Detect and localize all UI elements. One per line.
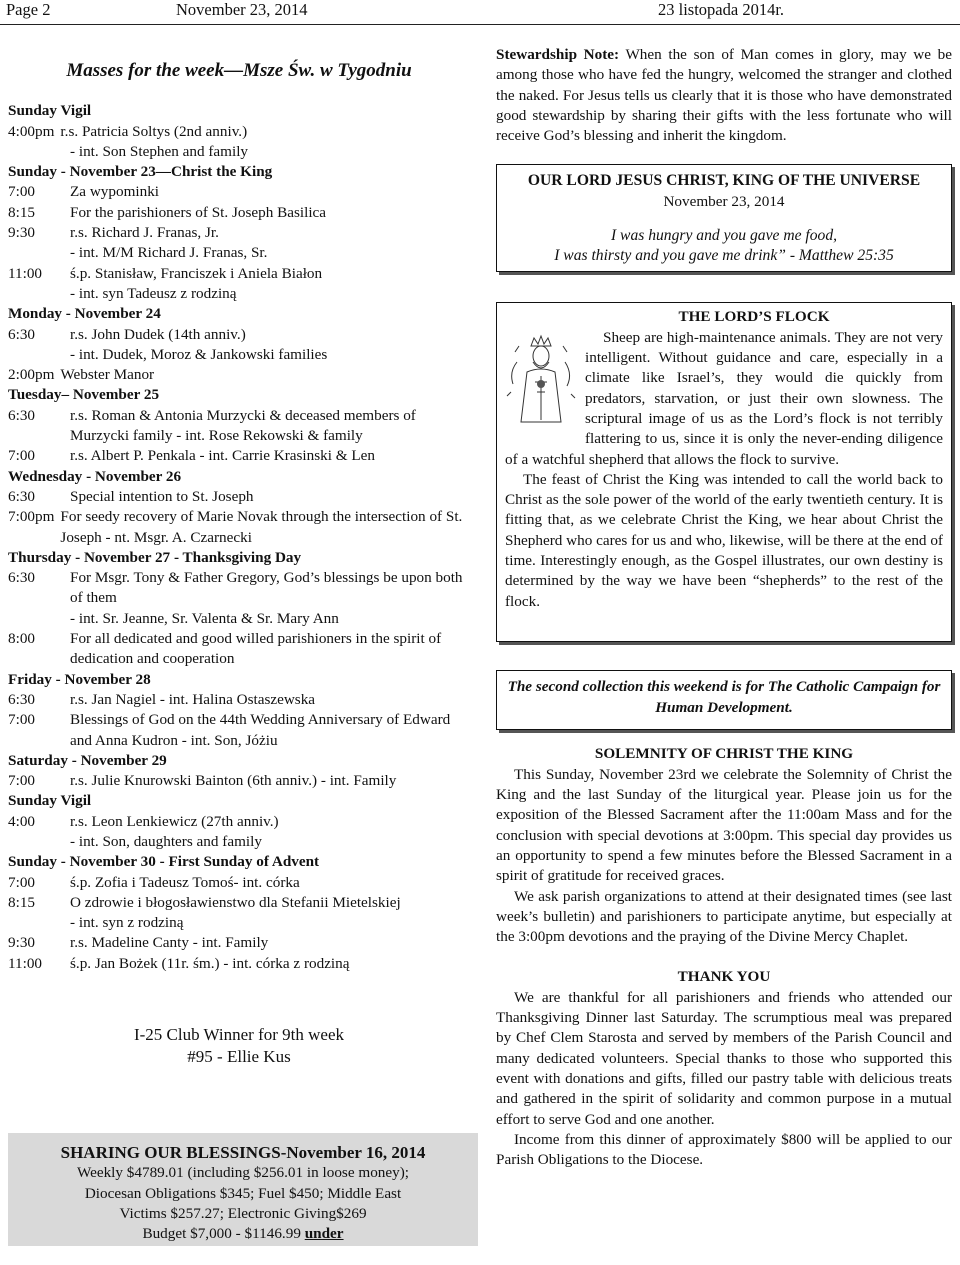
right-column (496, 45, 952, 1170)
date-english: November 23, 2014 (176, 0, 308, 19)
date-polish: 23 listopada 2014r. (658, 0, 785, 19)
mass-day-heading: Sunday Vigil (8, 792, 92, 810)
mass-entry (8, 325, 470, 345)
mass-time: 4:00 (8, 812, 36, 830)
club-winner-number: #95 - Ellie Kus (187, 1047, 291, 1067)
mass-time: 6:30 (8, 325, 36, 343)
mass-time (8, 243, 70, 263)
mass-entry (8, 690, 470, 710)
mass-entry (8, 832, 470, 852)
mass-intention: - int. Dudek, Moroz & Jankowski families (70, 345, 328, 363)
mass-entry (8, 345, 470, 365)
mass-entry (8, 243, 470, 263)
mass-intention: Special intention to St. Joseph (70, 487, 254, 505)
solemnity-title: SOLEMNITY OF CHRIST THE KING (594, 745, 854, 763)
mass-entry (8, 568, 470, 609)
mass-intention: ś.p. Zofia i Tadeusz Tomoś- int. córka (70, 873, 300, 891)
mass-entry (8, 284, 470, 304)
mass-day-heading: Sunday - November 30 - First Sunday of Advent (8, 853, 320, 871)
mass-time (8, 142, 70, 162)
mass-entry (8, 933, 470, 953)
mass-entry (8, 122, 470, 142)
mass-intention: Webster Manor (60, 366, 155, 384)
mass-intention: Za wypominki (70, 183, 160, 201)
mass-intention: - int. syn z rodziną (70, 914, 184, 932)
masses-title: Masses for the week—Msze Św. w Tygodniu (66, 60, 412, 81)
flock-paragraph-2: The feast of Christ the King was intended to call the world back to Christ as the sole power of the world of the early twentieth century. It is fitting that, as we celebrate Christ the King, we hear about Christ the Shepherd who cares for us and who, likewise, will be there at the end of time. Interestingly enough, as the Gospel illustrates, our own destiny is determined by the way we have been “shepherds” to the rest of the flock. (505, 470, 943, 610)
page-number: Page 2 (6, 0, 51, 19)
solemnity-paragraph-1: This Sunday, November 23rd we celebrate the Solemnity of Christ the King and the last Sunday of the liturgical year. Please join us for the exposition of the Blessed Sacrament after the 11:00am Mass and for the conclusion with special devotions at 3:00pm. This special day provides us an opportunity to spend a few minutes before the Blessed Sacrament in a spirit of gratitude for received graces. (496, 765, 952, 885)
mass-intention: - int. Son Stephen and family (70, 142, 249, 160)
left-column (8, 52, 470, 1068)
flock-paragraph-1: Sheep are high-maintenance animals. They are not very intelligent. Without guidance and care, especially in a climate like Israel’s, they would die quickly from predators, starvation, or just their own slowness. The scriptural image of us as the Lord’s flock is not terribly flattering to us, since it is only the never-ending diligence of a watchful shepherd that allows the flock to survive. (505, 328, 943, 468)
mass-time: 11:00 (8, 264, 43, 282)
mass-day-heading: Tuesday– November 25 (8, 386, 160, 404)
feast-title: OUR LORD JESUS CHRIST, KING OF THE UNIVERSE (527, 172, 921, 190)
stewardship-label: Stewardship Note: (496, 46, 620, 63)
mass-entry (8, 710, 470, 751)
stewardship-text: When the son of Man comes in glory, may we be among those who have fed the hungry, welcomed the stranger and clothed the naked. For Jesus tells us clearly that it is those who have demonstrated good stewardship by sharing their gifts with the less fortunate who will receive God’s blessing and inherit the kingdom. (496, 46, 953, 145)
mass-time: 9:30 (8, 934, 36, 952)
mass-time: 7:00 (8, 873, 36, 891)
mass-day-heading: Saturday - November 29 (8, 751, 167, 769)
mass-time: 7:00 (8, 447, 36, 465)
mass-time (8, 609, 70, 629)
mass-entry (8, 507, 470, 548)
mass-time: 8:15 (8, 203, 36, 221)
mass-intention: - int. M/M Richard J. Franas, Sr. (70, 244, 268, 262)
mass-intention: - int. Sr. Jeanne, Sr. Valenta & Sr. Mary Ann (70, 609, 339, 627)
sharing-line: Diocesan Obligations $345; Fuel $450; Middle East (84, 1184, 402, 1202)
mass-time: 7:00pm (8, 508, 55, 526)
second-collection-box: The second collection this weekend is for The Catholic Campaign for Human Development. (496, 670, 952, 730)
budget-under: under (304, 1225, 344, 1243)
mass-entry (8, 893, 470, 913)
mass-time: 9:30 (8, 224, 36, 242)
stewardship-note (496, 45, 952, 146)
mass-time (8, 345, 70, 365)
mass-intention: r.s. John Dudek (14th anniv.) (70, 325, 246, 343)
mass-intention: ś.p. Stanisław, Franciszek i Aniela Białon (70, 264, 323, 282)
mass-time: 7:00 (8, 772, 36, 790)
lords-flock-box (496, 302, 952, 642)
sharing-line: Victims $257.27; Electronic Giving$269 (119, 1204, 367, 1222)
mass-time: 2:00pm (8, 366, 55, 384)
mass-entry (8, 771, 470, 791)
mass-entry (8, 954, 470, 974)
mass-intention: r.s. Leon Lenkiewicz (27th anniv.) (70, 812, 279, 830)
mass-intention: r.s. Madeline Canty - int. Family (70, 934, 269, 952)
mass-entry (8, 365, 470, 385)
mass-time: 11:00 (8, 954, 43, 972)
flock-title: THE LORD’S FLOCK (678, 308, 830, 326)
mass-day-heading: Sunday - November 23—Christ the King (8, 163, 273, 181)
mass-time (8, 832, 70, 852)
mass-time (8, 913, 70, 933)
mass-entry (8, 406, 470, 447)
thanks-paragraph-1: We are thankful for all parishioners and friends who attended our Thanksgiving Dinner last Saturday. The scrumptious meal was prepared by Chef Clem Starosta and served by members of the Parish Council and many dedicated volunteers. Special thanks to those who supported this event with donations and gifts, filled our pastry table with delicious treats and gathered in the spirit of solidarity and common purpose in a mutual effort to serve God and one another. (496, 988, 952, 1128)
mass-time: 7:00 (8, 183, 36, 201)
mass-intention: For seedy recovery of Marie Novak through the intersection of St. Joseph - nt. Msgr. A. Czarnecki (60, 508, 463, 546)
budget-text: Budget $7,000 - $1146.99 (142, 1225, 305, 1243)
mass-intention: For the parishioners of St. Joseph Basilica (70, 203, 327, 221)
mass-intention: - int. syn Tadeusz z rodziną (70, 284, 237, 302)
mass-entry (8, 629, 470, 670)
mass-intention: Blessings of God on the 44th Wedding Anniversary of Edward and Anna Kudron - int. Son, Jóżiu (70, 711, 451, 749)
mass-entry (8, 812, 470, 832)
mass-entry (8, 609, 470, 629)
club-winner (8, 1024, 470, 1068)
christ-king-illustration (505, 332, 577, 430)
mass-entry (8, 446, 470, 466)
thanks-title: THANK YOU (677, 968, 771, 986)
mass-intention: r.s. Richard J. Franas, Jr. (70, 224, 219, 242)
mass-day-heading: Sunday Vigil (8, 102, 92, 120)
mass-intention: For all dedicated and good willed parishioners in the spirit of dedication and cooperation (70, 630, 442, 668)
solemnity-paragraph-2: We ask parish organizations to attend at their designated times (see last week’s bulletin) and parishioners to participate anytime, but especially at the 3:00pm devotions and the praying of the Divine Mercy Chaplet. (496, 887, 952, 946)
mass-entry (8, 182, 470, 202)
mass-day-heading: Wednesday - November 26 (8, 467, 182, 485)
mass-entry (8, 487, 470, 507)
mass-intention: r.s. Albert P. Penkala - int. Carrie Krasinski & Len (70, 447, 375, 465)
mass-intention: r.s. Jan Nagiel - int. Halina Ostaszewska (70, 690, 316, 708)
mass-time: 6:30 (8, 487, 36, 505)
mass-time (8, 284, 70, 304)
mass-time: 8:00 (8, 630, 36, 648)
feast-quote: I was thirsty and you gave me drink” - Matthew 25:35 (554, 247, 894, 265)
mass-intention: O zdrowie i błogosławienstwo dla Stefanii Mietelskiej (70, 893, 401, 911)
thanks-paragraph-2: Income from this dinner of approximately $800 will be applied to our Parish Obligations to the Diocese. (496, 1130, 952, 1169)
mass-time: 7:00 (8, 711, 36, 729)
feast-date: November 23, 2014 (663, 192, 785, 210)
sharing-blessings-box (8, 1133, 478, 1246)
mass-day-heading: Friday - November 28 (8, 670, 151, 688)
mass-entry (8, 203, 470, 223)
mass-intention: r.s. Julie Knurowski Bainton (6th anniv.) - int. Family (70, 772, 397, 790)
mass-intention: r.s. Patricia Soltys (2nd anniv.) (60, 122, 248, 140)
mass-day-heading: Thursday - November 27 - Thanksgiving Day (8, 548, 302, 566)
sharing-title: SHARING OUR BLESSINGS-November 16, 2014 (60, 1143, 426, 1162)
mass-schedule (8, 101, 470, 974)
sharing-line: Weekly $4789.01 (including $256.01 in loose money); (76, 1164, 409, 1182)
mass-time: 8:15 (8, 893, 36, 911)
mass-entry (8, 873, 470, 893)
mass-intention: - int. Son, daughters and family (70, 832, 262, 850)
mass-time: 4:00pm (8, 122, 55, 140)
mass-time: 6:30 (8, 690, 36, 708)
mass-entry (8, 913, 470, 933)
feast-box (496, 164, 952, 272)
mass-intention: ś.p. Jan Bożek (11r. śm.) - int. córka z rodziną (70, 954, 350, 972)
mass-entry (8, 142, 470, 162)
mass-time: 6:30 (8, 406, 36, 424)
mass-intention: r.s. Roman & Antonia Murzycki & deceased members of Murzycki family - int. Rose Rekowski & family (70, 406, 416, 445)
club-winner-line: I-25 Club Winner for 9th week (133, 1025, 345, 1045)
mass-time: 6:30 (8, 569, 36, 587)
mass-intention: For Msgr. Tony & Father Gregory, God’s blessings be upon both of them (70, 569, 463, 607)
mass-entry (8, 264, 470, 284)
feast-quote: I was hungry and you gave me food, (610, 227, 838, 245)
page-header (0, 0, 960, 25)
mass-day-heading: Monday - November 24 (8, 305, 161, 323)
sharing-line (8, 1224, 478, 1244)
mass-entry (8, 223, 470, 243)
